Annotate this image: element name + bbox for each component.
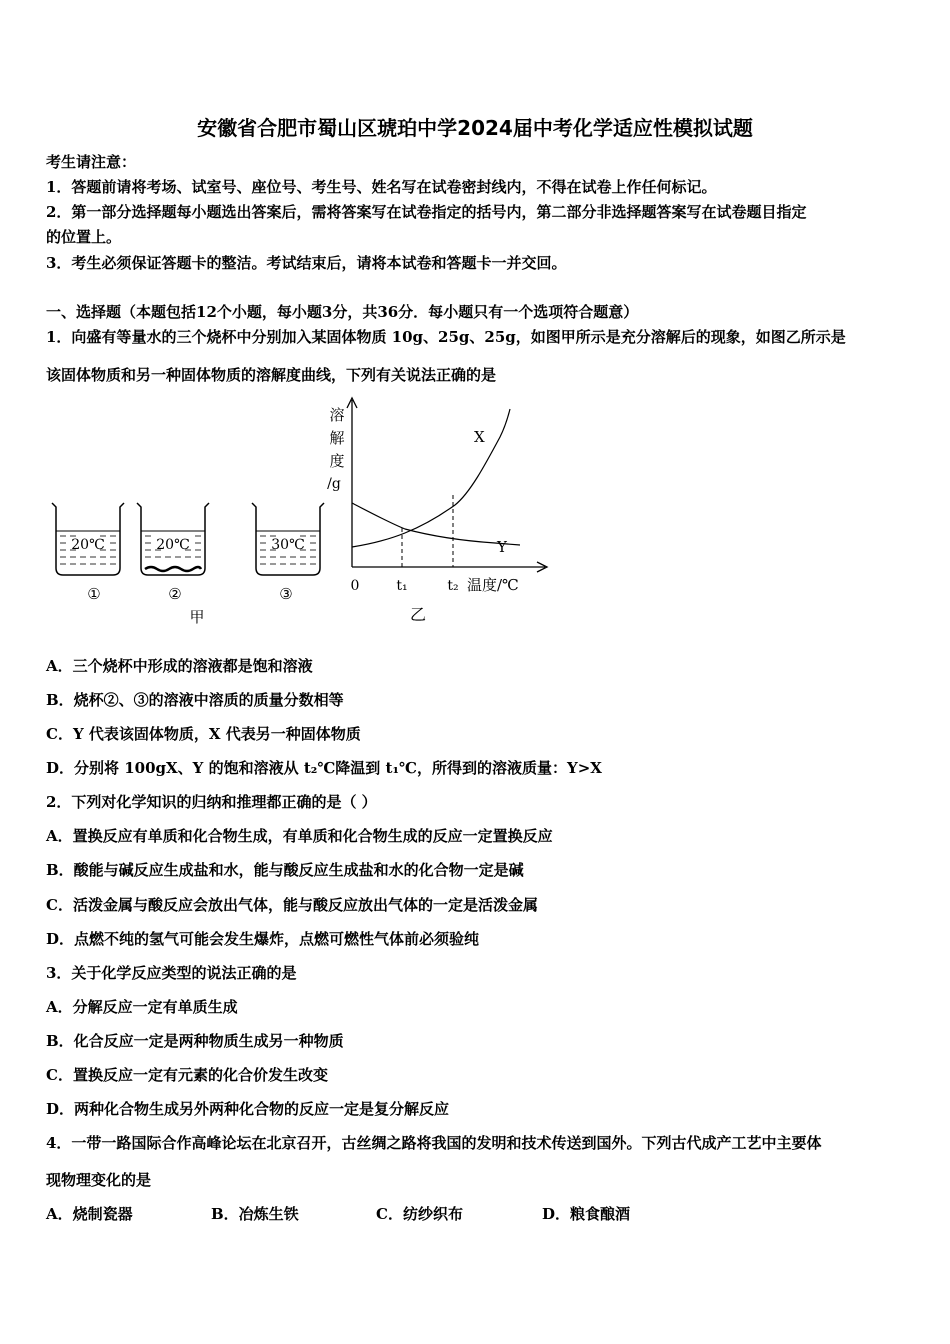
q4-stem: 4．一带一路国际合作高峰论坛在北京召开，古丝绸之路将我国的发明和技术传送到国外。下列古代成产工艺中主要体: [46, 1134, 822, 1152]
notice-heading: 考生请注意：: [46, 153, 137, 171]
figure-a-label: 甲: [189, 608, 205, 626]
beaker-label: ①: [87, 585, 101, 603]
q2-option-b: B．酸能与碱反应生成盐和水，能与酸反应生成盐和水的化合物一定是碱: [46, 861, 524, 879]
q3-option-b: B．化合反应一定是两种物质生成另一种物质: [46, 1032, 344, 1050]
origin-label: 0: [350, 578, 360, 594]
figure-b-label: 乙: [409, 605, 427, 624]
exam-title: 安徽省合肥市蜀山区琥珀中学2024届中考化学适应性模拟试题: [197, 116, 753, 140]
q2-option-d: D．点燃不纯的氢气可能会发生爆炸，点燃可燃性气体前必须验纯: [46, 930, 480, 948]
curve-x: [352, 409, 510, 547]
t2-label: t₂: [447, 578, 459, 594]
q1-option-c: C．Y 代表该固体物质，X 代表另一种固体物质: [46, 725, 361, 743]
q1-option-a: A．三个烧杯中形成的溶液都是饱和溶液: [46, 657, 313, 675]
solubility-graph: [327, 398, 547, 624]
q1-stem: 1．向盛有等量水的三个烧杯中分别加入某固体物质 10g、25g、25g，如图甲所示是充分溶解后的现象，如图乙所示是: [46, 328, 846, 346]
section-header: 一、选择题（本题包括12个小题，每小题3分，共36分．每小题只有一个选项符合题意）: [46, 303, 639, 321]
curve-x-label: X: [474, 428, 485, 446]
beaker-temp: 20℃: [156, 537, 190, 553]
beaker-1: [52, 503, 124, 603]
q4-option-b: B．冶炼生铁: [211, 1205, 299, 1223]
q1-option-d: D．分别将 100gX、Y 的饱和溶液从 t₂℃降温到 t₁℃，所得到的溶液质量：Y>X: [46, 759, 602, 777]
beaker-3: [252, 503, 324, 603]
beaker-label: ②: [168, 585, 182, 603]
y-axis-char: 度: [329, 452, 345, 470]
q4-option-a: A．烧制瓷器: [46, 1205, 133, 1223]
notice-item: 1．答题前请将考场、试室号、座位号、考生号、姓名写在试卷密封线内，不得在试卷上作任何标记。: [46, 178, 717, 196]
x-axis-label: 温度/℃: [467, 576, 519, 594]
q2-stem: 2．下列对化学知识的归纳和推理都正确的是（ ）: [46, 793, 377, 811]
q2-option-a: A．置换反应有单质和化合物生成，有单质和化合物生成的反应一定置换反应: [46, 827, 553, 845]
q1-option-b: B．烧杯②、③的溶液中溶质的质量分数相等: [46, 691, 344, 709]
q3-stem: 3．关于化学反应类型的说法正确的是: [46, 964, 297, 982]
beaker-temp: 20℃: [71, 537, 105, 553]
q4-option-d: D．粮食酿酒: [542, 1205, 631, 1223]
notice-item: 2．第一部分选择题每小题选出答案后，需将答案写在试卷指定的括号内，第二部分非选择题答案写在试卷题目指定: [46, 203, 807, 221]
y-axis-char: 溶: [329, 406, 345, 424]
q1-figure: [40, 395, 560, 630]
q1-stem: 该固体物质和另一种固体物质的溶解度曲线，下列有关说法正确的是: [46, 366, 497, 384]
q4-stem: 现物理变化的是: [46, 1171, 152, 1189]
q2-option-c: C．活泼金属与酸反应会放出气体，能与酸反应放出气体的一定是活泼金属: [46, 896, 538, 914]
y-axis-char: 解: [329, 429, 345, 447]
q3-option-d: D．两种化合物生成另外两种化合物的反应一定是复分解反应: [46, 1100, 450, 1118]
beaker-2: [137, 503, 209, 603]
beaker-temp: 30℃: [271, 537, 305, 553]
beaker-label: ③: [279, 585, 293, 603]
curve-y-label: Y: [497, 538, 507, 556]
q3-option-a: A．分解反应一定有单质生成: [46, 998, 238, 1016]
notice-item: 3．考生必须保证答题卡的整洁。考试结束后，请将本试卷和答题卡一并交回。: [46, 254, 567, 272]
y-axis-char: /g: [327, 476, 341, 492]
q4-option-c: C．纺纱织布: [376, 1205, 463, 1223]
notice-item: 的位置上。: [46, 228, 122, 246]
q3-option-c: C．置换反应一定有元素的化合价发生改变: [46, 1066, 328, 1084]
t1-label: t₁: [396, 578, 408, 594]
curve-y: [352, 503, 520, 545]
